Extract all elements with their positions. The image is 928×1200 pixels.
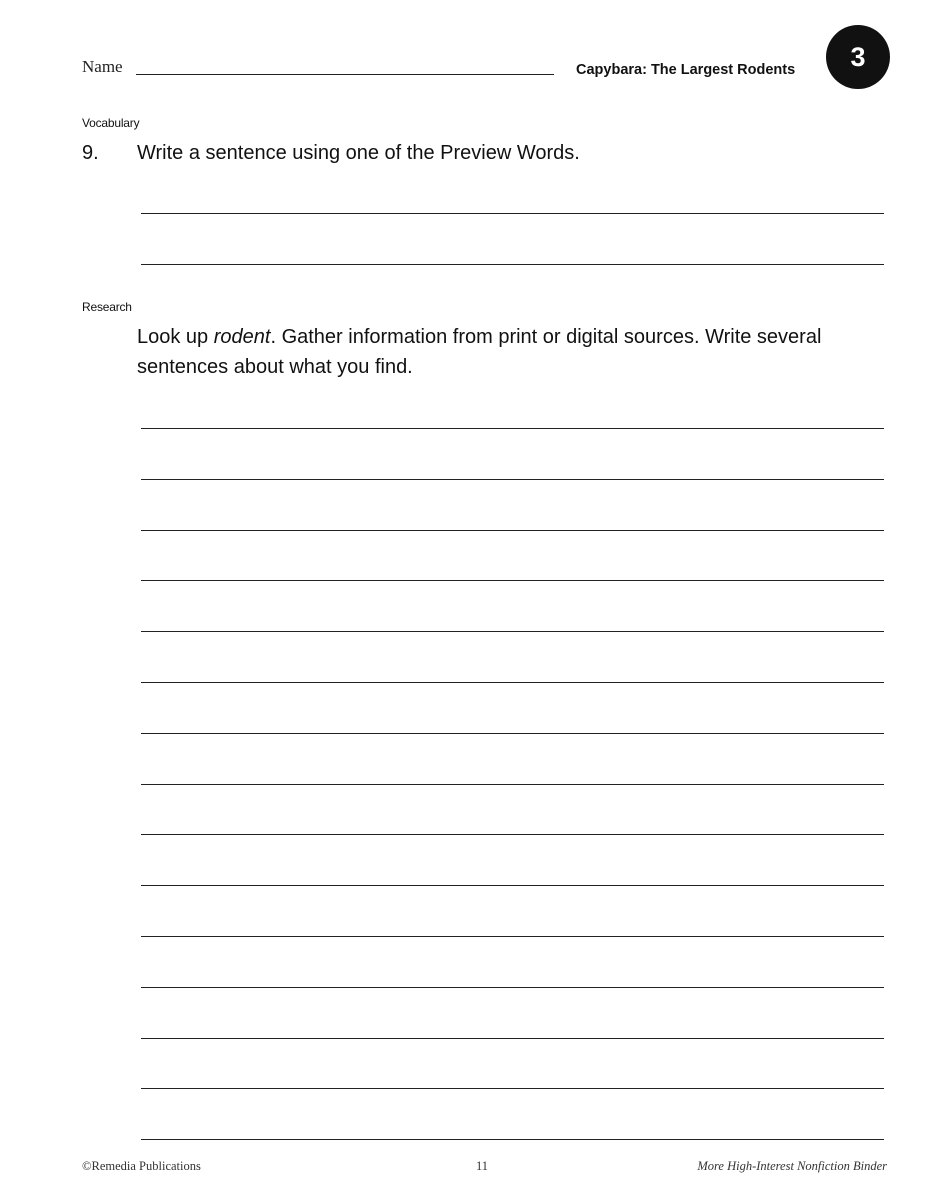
answer-line[interactable] [141,885,884,886]
research-prompt-start: Look up [137,326,214,348]
answer-line[interactable] [141,784,884,785]
answer-line[interactable] [141,530,884,531]
name-label: Name [82,57,123,76]
answer-line[interactable] [141,682,884,683]
research-prompt [137,322,877,382]
answer-line[interactable] [141,1139,884,1140]
footer-book-title: More High-Interest Nonfiction Binder [697,1159,887,1173]
answer-line[interactable] [141,987,884,988]
name-field-line[interactable] [136,74,554,75]
section-label-vocabulary: Vocabulary [82,116,140,130]
footer-publisher: ©Remedia Publications [82,1159,201,1173]
answer-line[interactable] [141,834,884,835]
section-label-research: Research [82,300,132,314]
vocabulary-prompt: Write a sentence using one of the Preview Words. [137,142,580,164]
worksheet-title: Capybara: The Largest Rodents [576,62,796,78]
answer-line[interactable] [141,264,884,265]
footer-page-number: 11 [476,1159,489,1173]
answer-line[interactable] [141,428,884,429]
research-prompt-end: . Gather information from print or digital sources. Write several sentences about what you find. [137,326,822,378]
answer-line[interactable] [141,1038,884,1039]
answer-line[interactable] [141,733,884,734]
lesson-number-badge: 3 [826,25,890,89]
question-number: 9. [82,142,99,164]
answer-line[interactable] [141,936,884,937]
answer-line[interactable] [141,213,884,214]
research-prompt-keyword: rodent [213,326,271,348]
answer-line[interactable] [141,1088,884,1089]
answer-line[interactable] [141,479,884,480]
answer-line[interactable] [141,580,884,581]
answer-line[interactable] [141,631,884,632]
